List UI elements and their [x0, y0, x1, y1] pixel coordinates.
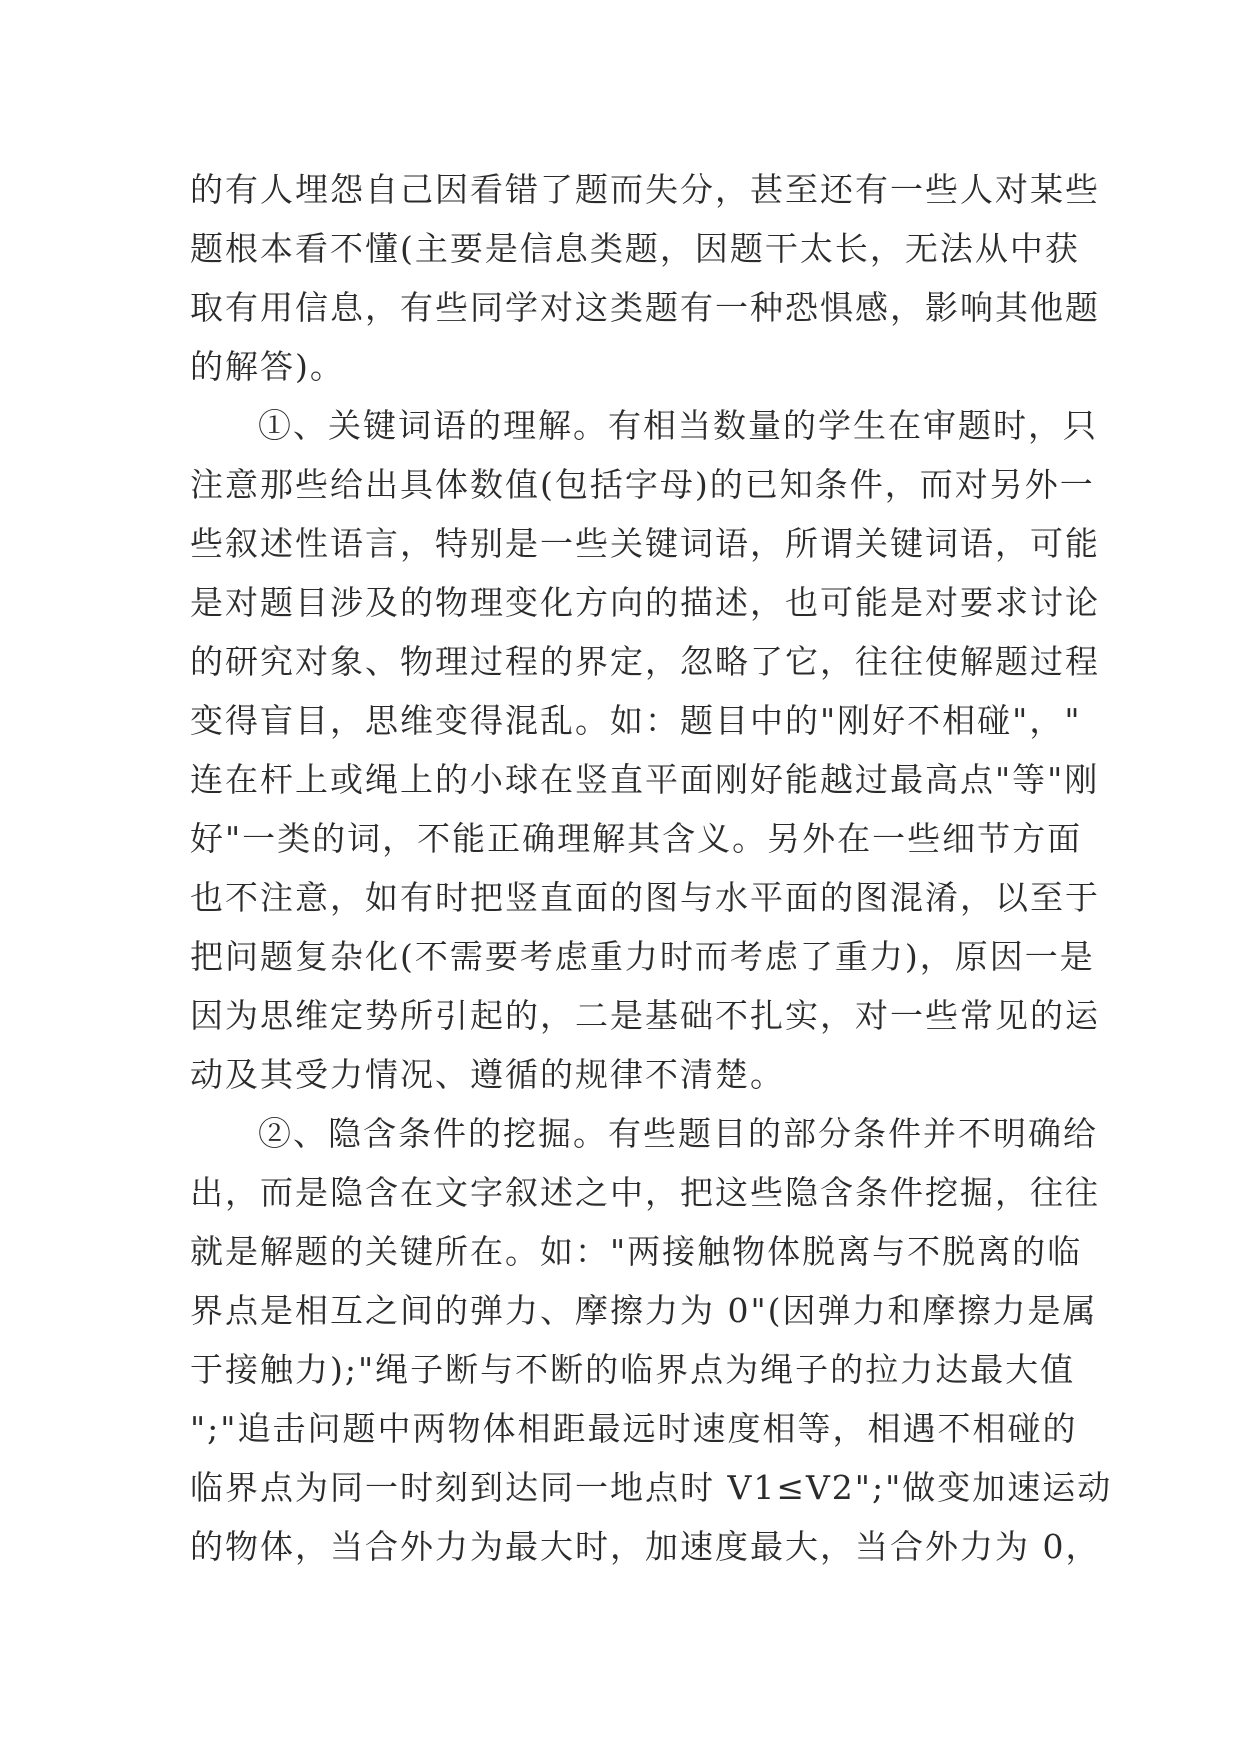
text-line: 好"一类的词，不能正确理解其含义。另外在一些细节方面	[190, 819, 1083, 858]
text-line: 变得盲目，思维变得混乱。如：题目中的"刚好不相碰"，"	[190, 701, 1082, 740]
text-line: 的解答)。	[190, 347, 345, 386]
text-line: 于接触力);"绳子断与不断的临界点为绳子的拉力达最大值	[190, 1350, 1076, 1389]
document-body	[190, 160, 1113, 1576]
text-line: 的物体，当合外力为最大时，加速度最大，当合外力为 0，	[190, 1527, 1101, 1566]
text-line: 些叙述性语言，特别是一些关键词语，所谓关键词语，可能	[190, 524, 1100, 563]
text-line: 的有人埋怨自己因看错了题而失分，甚至还有一些人对某些	[190, 170, 1100, 209]
text-line: 取有用信息，有些同学对这类题有一种恐惧感，影响其他题	[190, 288, 1100, 327]
text-line: 注意那些给出具体数值(包括字母)的已知条件，而对另外一	[190, 465, 1095, 504]
text-line: 也不注意，如有时把竖直面的图与水平面的图混淆，以至于	[190, 878, 1100, 917]
text-line: 把问题复杂化(不需要考虑重力时而考虑了重力)，原因一是	[190, 937, 1095, 976]
text-line: 就是解题的关键所在。如："两接触物体脱离与不脱离的临	[190, 1232, 1083, 1271]
text-line: 连在杆上或绳上的小球在竖直平面刚好能越过最高点"等"刚	[190, 760, 1100, 799]
text-line: ①、关键词语的理解。有相当数量的学生在审题时，只	[258, 406, 1098, 445]
text-line: ";"追击问题中两物体相距最远时速度相等，相遇不相碰的	[190, 1409, 1078, 1448]
text-line: 题根本看不懂(主要是信息类题，因题干太长，无法从中获	[190, 229, 1080, 268]
text-line: 动及其受力情况、遵循的规律不清楚。	[190, 1055, 785, 1094]
text-line: 界点是相互之间的弹力、摩擦力为 0"(因弹力和摩擦力是属	[190, 1291, 1098, 1330]
text-line: 出，而是隐含在文字叙述之中，把这些隐含条件挖掘，往往	[190, 1173, 1100, 1212]
text-line: 是对题目涉及的物理变化方向的描述，也可能是对要求讨论	[190, 583, 1100, 622]
text-line: 的研究对象、物理过程的界定，忽略了它，往往使解题过程	[190, 642, 1100, 681]
text-line: ②、隐含条件的挖掘。有些题目的部分条件并不明确给	[258, 1114, 1098, 1153]
text-line: 因为思维定势所引起的，二是基础不扎实，对一些常见的运	[190, 996, 1100, 1035]
text-line: 临界点为同一时刻到达同一地点时 V1≤V2";"做变加速运动	[190, 1468, 1113, 1507]
